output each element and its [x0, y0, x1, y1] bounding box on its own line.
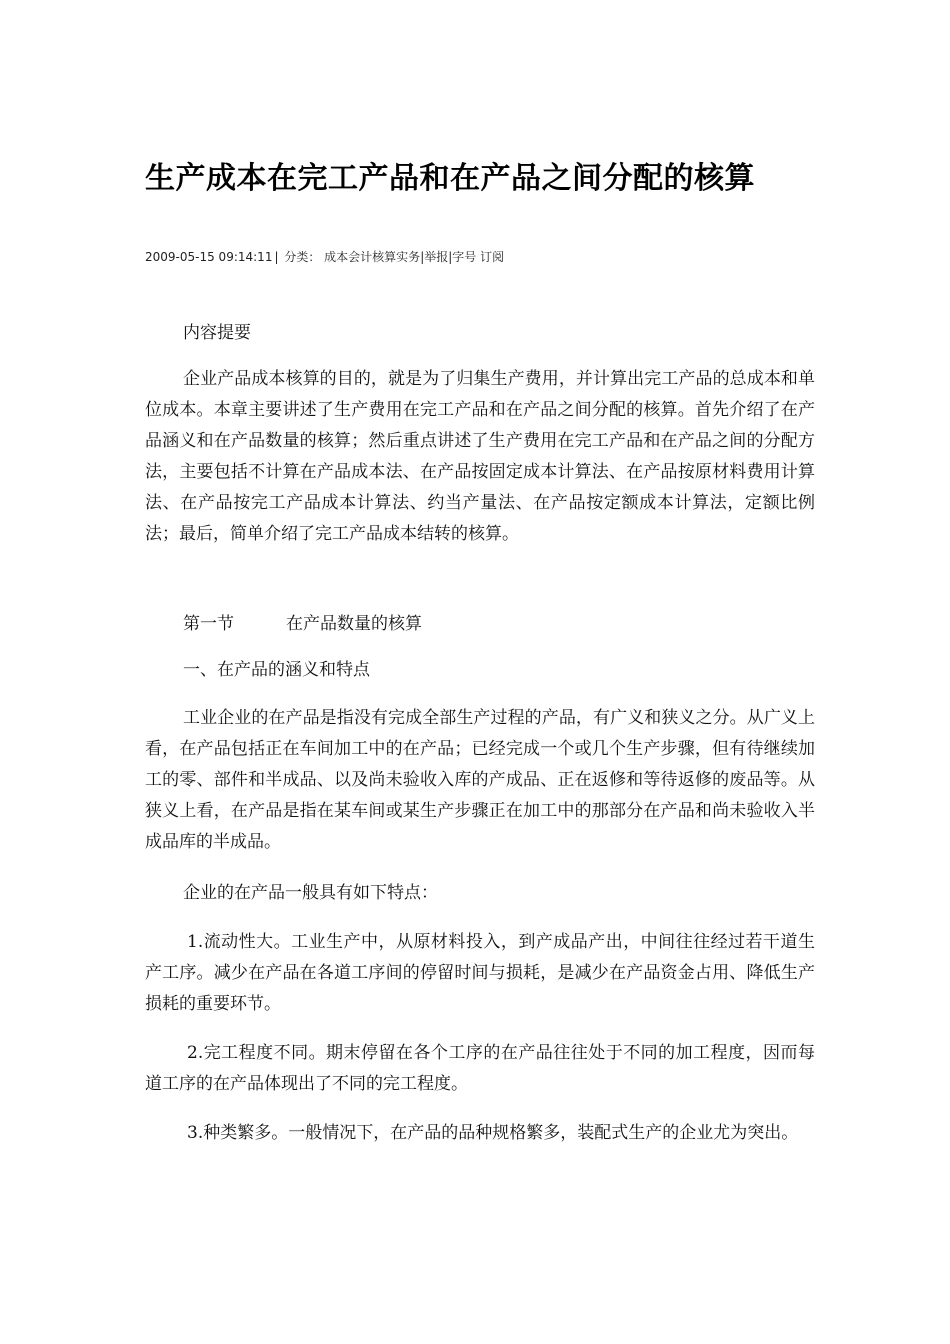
section-title: 在产品数量的核算: [286, 614, 422, 634]
definition-paragraph: 工业企业的在产品是指没有完成全部生产过程的产品，有广义和狭义之分。从广义上看，在产品包括正在车间加工中的在产品；已经完成一个或几个生产步骤，但有待继续加工的零、部件和半成品、以及尚未验收入库的产成品、正在返修和等待返修的废品等。从狭义上看，在产品是指在某车间或某生产步骤正在加工中的那部分在产品和尚未验收入半成品库的半成品。: [145, 708, 815, 852]
subsection-block: [145, 655, 815, 686]
summary-block: [145, 364, 815, 550]
article-body: [145, 318, 815, 349]
post-datetime: 2009-05-15 09:14:11: [145, 250, 273, 264]
feature-item: 3.种类繁多。一般情况下，在产品的品种规格繁多，装配式生产的企业尤为突出。: [187, 1123, 799, 1143]
features-intro-block: [145, 878, 815, 909]
summary-heading: 内容提要: [183, 323, 251, 343]
subsection-heading: 一、在产品的涵义和特点: [183, 660, 370, 680]
definition-block: [145, 703, 815, 858]
feature-item-1-block: [145, 927, 815, 1020]
section-number: 第一节: [183, 614, 234, 634]
section-heading: [145, 609, 815, 640]
section-heading-block: [145, 609, 815, 640]
feature-item: 2.完工程度不同。期末停留在各个工序的在产品往往处于不同的加工程度，因而每道工序的在产品体现出了不同的完工程度。: [145, 1043, 815, 1094]
feature-item: 1.流动性大。工业生产中，从原材料投入，到产成品产出，中间往往经过若干道生产工序。减少在产品在各道工序间的停留时间与损耗，是减少在产品资金占用、降低生产损耗的重要环节。: [145, 932, 815, 1014]
article-meta: 2009-05-15 09:14:11 | 分类： 成本会计核算实务|举报|字号 订阅: [145, 250, 505, 264]
report-link[interactable]: 举报: [424, 250, 449, 264]
category-link[interactable]: 成本会计核算实务: [324, 250, 421, 264]
font-size-control[interactable]: 字号: [452, 250, 477, 264]
summary-paragraph: 企业产品成本核算的目的，就是为了归集生产费用，并计算出完工产品的总成本和单位成本。本章主要讲述了生产费用在完工产品和在产品之间分配的核算。首先介绍了在产品涵义和在产品数量的核算；然后重点讲述了生产费用在完工产品和在产品之间的分配方法，主要包括不计算在产品成本法、在产品按固定成本计算法、在产品按原材料费用计算法、在产品按完工产品成本计算法、约当产量法、在产品按定额成本计算法，定额比例法；最后，简单介绍了完工产品成本结转的核算。: [145, 369, 815, 544]
category-label: 分类：: [284, 250, 321, 264]
feature-item-3-block: [145, 1118, 815, 1149]
features-intro: 企业的在产品一般具有如下特点：: [183, 883, 438, 903]
article-title: 生产成本在完工产品和在产品之间分配的核算: [145, 161, 755, 196]
subscribe-link[interactable]: 订阅: [480, 250, 505, 264]
feature-item-2-block: [145, 1038, 815, 1100]
